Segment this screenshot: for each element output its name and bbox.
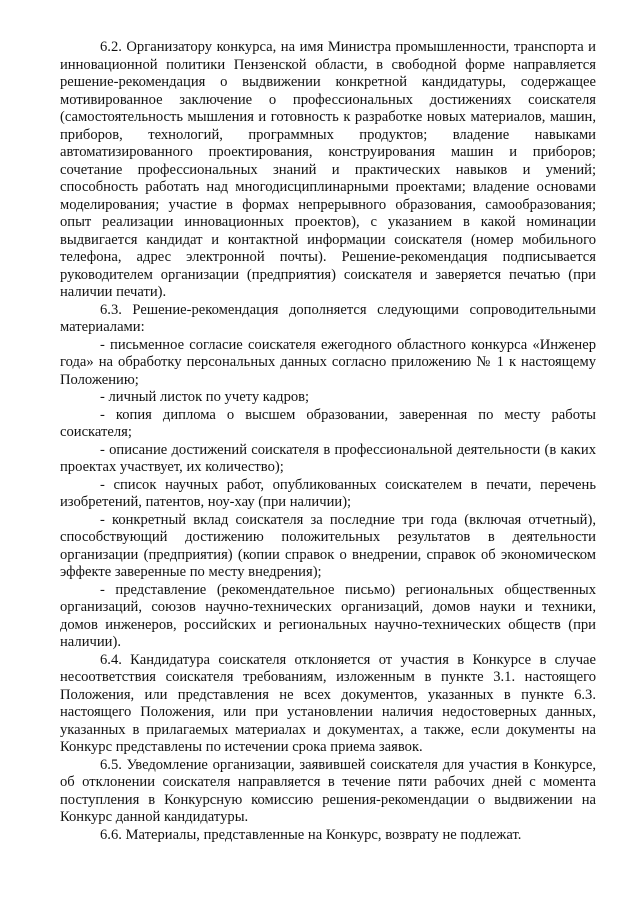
paragraph-6-5: 6.5. Уведомление организации, заявившей соискателя для участия в Конкурсе, об отклонении соискателя направляется в течение пяти рабочих дней с момента поступления в Конкурсную комиссию решения-рекомендации о выдвижении на Конкурс данной кандидатуры. [60, 756, 596, 825]
list-item-recommendation-letter: - представление (рекомендательное письмо) региональных общественных организаций, союзов научно-технических организаций, домов науки и техники, домов инженеров, российских и региональных научно-технических обществ (при наличии). [60, 581, 596, 650]
document-body [60, 39, 596, 844]
list-item-consent: - письменное согласие соискателя ежегодного областного конкурса «Инженер года» на обработку персональных данных согласно приложению № 1 к настоящему Положению; [60, 336, 596, 388]
paragraph-6-4: 6.4. Кандидатура соискателя отклоняется от участия в Конкурсе в случае несоответствия соискателя требованиям, изложенным в пункте 3.1. настоящего Положения, или представления не всех документов, указанных в пункте 6.3. настоящего Положения, или при установлении наличия недостоверных данных, указанных в прилагаемых материалах и документах, а также, если документы на Конкурс представлены по истечении срока приема заявок. [60, 651, 596, 755]
paragraph-6-2: 6.2. Организатору конкурса, на имя Министра промышленности, транспорта и инновационной политики Пензенской области, в свободной форме направляется решение-рекомендация о выдвижении конкретной кандидатуры, содержащее мотивированное заключение о профессиональных достижениях соискателя (самостоятельность мышления и готовность к разработке новых материалов, машин, приборов, технологий, программных продуктов; владение навыками автоматизированного проектирования, конструирования машин и приборов; сочетание профессиональных знаний и практических навыков и умений; способность работать над многодисциплинарными проектами; владение основами моделирования; участие в формах непрерывного образования, самообразования; опыт реализации инновационных проектов), с указанием в какой номинации выдвигается кандидат и контактной информации соискателя (номер мобильного телефона, адрес электронной почты). Решение-рекомендация подписывается руководителем организации (предприятия) соискателя и заверяется печатью (при наличии печати). [60, 39, 596, 300]
list-item-achievements: - описание достижений соискателя в профессиональной деятельности (в каких проектах участвует, их количество); [60, 441, 596, 475]
list-item-diploma-copy: - копия диплома о высшем образовании, заверенная по месту работы соискателя; [60, 406, 596, 440]
paragraph-6-6: 6.6. Материалы, представленные на Конкурс, возврату не подлежат. [100, 826, 522, 843]
list-item-publications: - список научных работ, опубликованных соискателем в печати, перечень изобретений, патентов, ноу-хау (при наличии); [60, 476, 596, 510]
list-item-personnel-sheet: - личный листок по учету кадров; [100, 389, 310, 405]
list-item-contribution: - конкретный вклад соискателя за последние три года (включая отчетный), способствующий достижению положительных результатов в деятельности организации (предприятия) (копии справок о внедрении, справок об экономическом эффекте заверенные по месту внедрения); [60, 511, 596, 580]
paragraph-6-3: 6.3. Решение-рекомендация дополняется следующими сопроводительными материалами: [60, 301, 596, 335]
